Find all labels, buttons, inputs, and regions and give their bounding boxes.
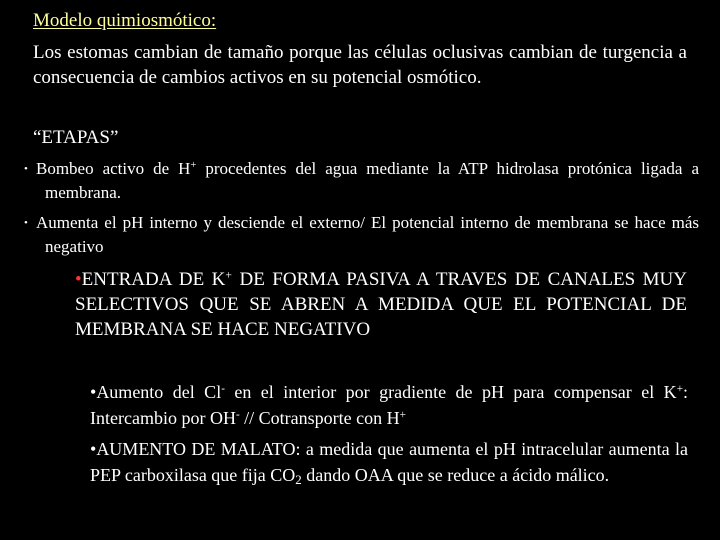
item-text: Bombeo activo de H — [36, 159, 191, 178]
bullet-marker: • — [90, 382, 97, 402]
item-text: dando OAA que se reduce a ácido málico. — [301, 465, 610, 485]
list-item-malate — [90, 436, 688, 488]
item-text: procedentes del agua mediante la ATP hidrolasa protónica ligada a membrana. — [45, 159, 700, 202]
list-item-ph-change: • Aumenta el pH interno y desciende el externo/ El potencial interno de membrana se hace más negativo — [24, 213, 699, 256]
superscript-plus: + — [676, 382, 683, 395]
intro-paragraph: Los estomas cambian de tamaño porque las células oclusivas cambian de turgencia a consecuencia de cambios activos en su potencial osmótico. — [33, 42, 687, 88]
bullet-marker-red: • — [75, 269, 82, 290]
list-item-proton-pump: • Bombeo activo de H+ procedentes del agua mediante la ATP hidrolasa protónica ligada a membrana. — [24, 159, 700, 202]
item-text: : Intercambio por OH — [90, 382, 688, 428]
item-text: DE FORMA PASIVA A TRAVES DE CANALES MUY SELECTIVOS QUE SE ABREN A MEDIDA QUE EL POTENCIAL DE MEMBRANA SE HACE NEGATIVO — [75, 269, 687, 340]
item-text: Aumenta el pH interno y desciende el externo/ El potencial interno de membrana se hace más negativo — [36, 213, 699, 256]
subscript-two: 2 — [295, 472, 302, 488]
superscript-plus: + — [190, 160, 197, 172]
item-text: AUMENTO DE MALATO: a medida que aumenta el pH intracelular aumenta la PEP carboxilasa que fija CO — [90, 439, 688, 485]
list-item-chloride — [90, 379, 688, 431]
superscript-plus: + — [399, 408, 406, 421]
stages-heading: “ETAPAS” — [33, 127, 119, 148]
list-item-potassium-entry — [75, 267, 687, 342]
superscript-plus: + — [225, 268, 233, 282]
superscript-minus: - — [235, 408, 240, 421]
bullet-marker: • — [90, 439, 97, 459]
item-text: Aumento del Cl — [96, 382, 222, 402]
item-text: ENTRADA DE K — [81, 269, 226, 290]
item-text: // Cotransporte con H — [239, 408, 400, 428]
superscript-minus: - — [221, 382, 225, 395]
slide-title: Modelo quimiosmótico: — [33, 10, 217, 31]
item-text: en el interior por gradiente de pH para compensar el K — [224, 382, 677, 402]
